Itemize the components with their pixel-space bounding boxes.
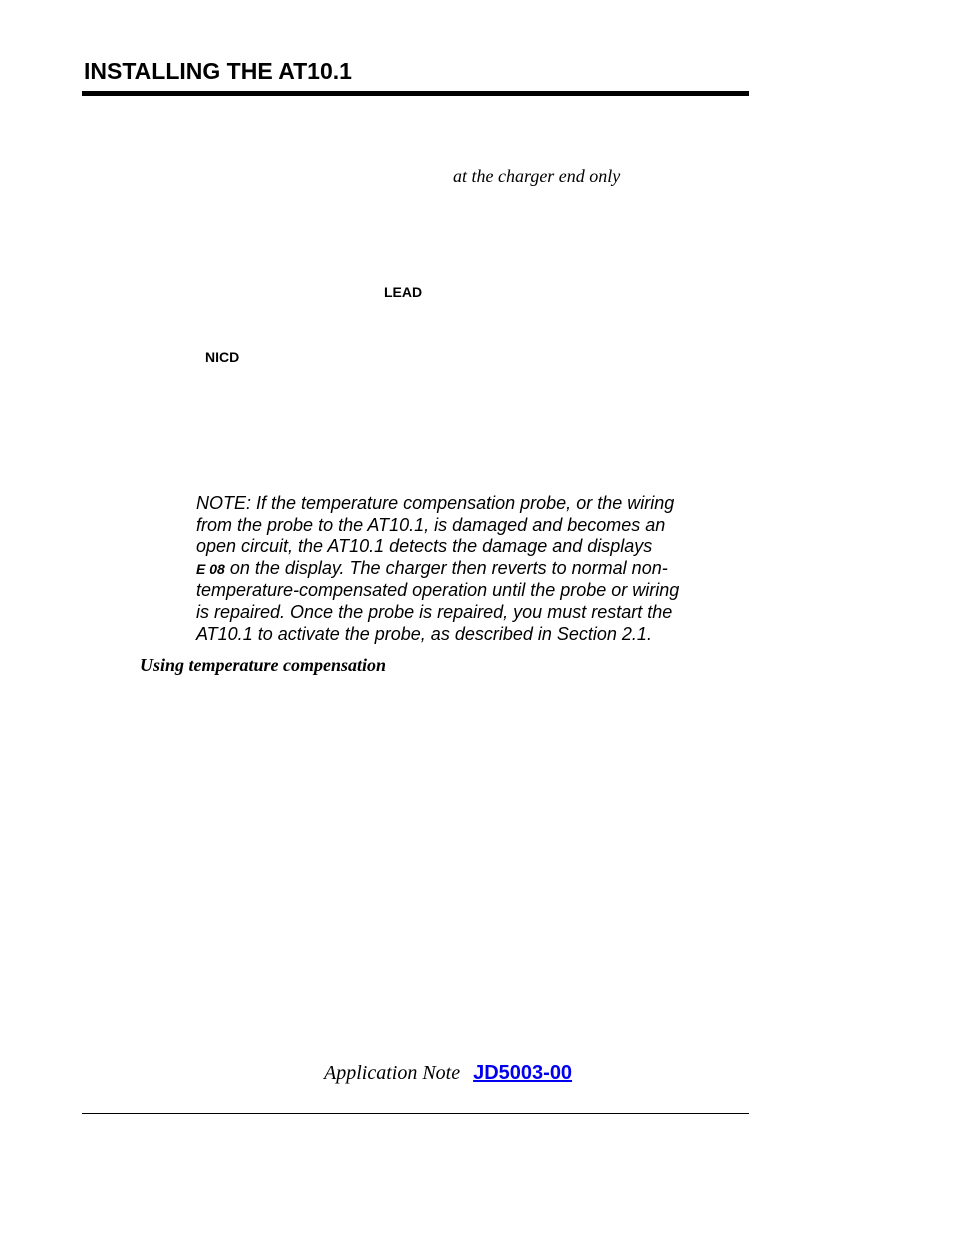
note-line: open circuit, the AT10.1 detects the damage and displays [196,536,653,557]
header-rule [82,91,749,96]
footer-label: Application Note [324,1062,461,1084]
charger-end-text: at the charger end only [453,166,621,186]
lead-label: LEAD [384,284,423,300]
section-subheading: Using temperature compensation [140,655,387,675]
note-line: is repaired. Once the probe is repaired, you must restart the [196,601,673,622]
note-line: from the probe to the AT10.1, is damaged and becomes an [196,514,666,535]
note-line: temperature-compensated operation until the probe or wiring [196,580,680,601]
nicd-label: NICD [205,349,240,365]
note-line: AT10.1 to activate the probe, as described in Section 2.1. [196,623,652,644]
note-line: NOTE: If the temperature compensation probe, or the wiring [196,493,675,513]
note-paragraph [196,493,716,645]
page-title: INSTALLING THE AT10.1 [84,58,352,84]
document-link[interactable]: JD5003-00 [473,1062,573,1084]
note-line-with-code [196,558,716,581]
note-line-text: on the display. The charger then reverts to normal non- [224,557,668,578]
footer [324,1060,572,1086]
footer-rule [82,1113,749,1114]
error-code: E 08 [196,560,225,577]
